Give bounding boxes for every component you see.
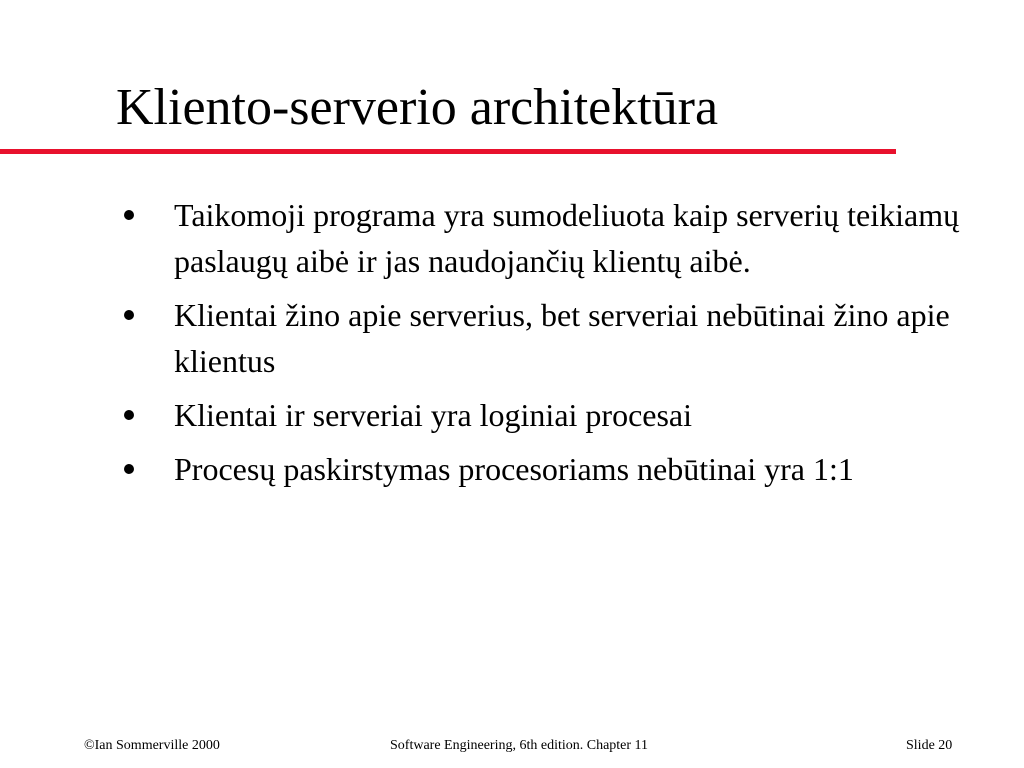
bullet-item bbox=[118, 392, 988, 438]
bullet-text: Klientai žino apie serverius, bet serveriai nebūtinai žino apie klientus bbox=[174, 297, 950, 379]
footer-copyright: ©Ian Sommerville 2000 bbox=[84, 738, 220, 753]
slide-title: Kliento-serverio architektūra bbox=[116, 79, 719, 136]
bullet-text: Klientai ir serveriai yra loginiai procesai bbox=[174, 397, 693, 433]
bullet-text: Procesų paskirstymas procesoriams nebūtinai yra 1:1 bbox=[174, 451, 854, 487]
bullet-dot-icon bbox=[124, 210, 134, 220]
footer-book-title: Software Engineering, 6th edition. Chapter 11 bbox=[390, 738, 649, 753]
bullet-dot-icon bbox=[124, 410, 134, 420]
bullet-text: Taikomoji programa yra sumodeliuota kaip serverių teikiamų paslaugų aibė ir jas naudojančių klientų aibė. bbox=[174, 197, 960, 279]
bullet-item bbox=[118, 292, 988, 384]
bullet-dot-icon bbox=[124, 464, 134, 474]
title-underline bbox=[0, 149, 896, 154]
footer-slide-number: Slide 20 bbox=[906, 738, 953, 753]
bullet-item bbox=[118, 192, 988, 284]
bullet-list bbox=[118, 192, 988, 500]
bullet-item bbox=[118, 446, 988, 492]
bullet-dot-icon bbox=[124, 310, 134, 320]
